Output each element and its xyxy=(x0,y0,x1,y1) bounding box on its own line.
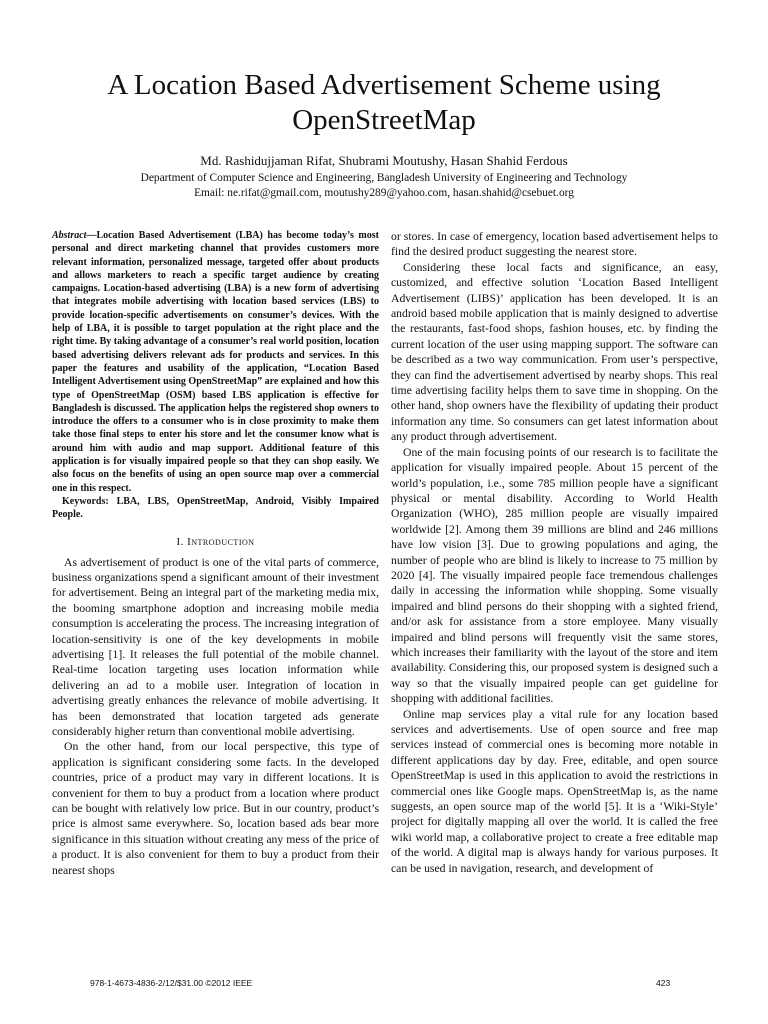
footer-page-number: 423 xyxy=(656,978,671,988)
keywords: Keywords: LBA, LBS, OpenStreetMap, Android, Visibly Impaired People. xyxy=(52,495,379,521)
affiliation: Department of Computer Science and Engineering, Bangladesh University of Engineering and Technology xyxy=(140,172,628,184)
author-list: Md. Rashidujjaman Rifat, Shubrami Moutushy, Hasan Shahid Ferdous xyxy=(200,153,568,168)
intro-paragraph-2: On the other hand, from our local perspective, this type of application is significant considering some facts. In the developed countries, price of a product may vary in different locations. It is convenient for them to buy a product from a location where product can be bought with relatively low price. But in our country, product’s price is almost same everywhere. So, location based ads bear more significance in this situation without creating any mess of the price of a product. It is also convenient for them to buy a product from their nearest shops xyxy=(52,740,379,877)
left-column xyxy=(52,229,379,878)
section-heading-introduction: I. Introduction xyxy=(176,535,255,548)
paper-title xyxy=(40,68,728,138)
abstract-label: Abstract xyxy=(52,230,87,241)
abstract-text: —Location Based Advertisement (LBA) has become today’s most personal and direct marketing channel that provides customers more relevant information, personalized message, targeted offer about products and allows marketers to reach a specific target audience by creating campaigns. Location-based advertising (LBA) is a new form of advertising that integrates mobile advertising with location based services (LBS) to provide location-specific advertisements on consumer’s devices. With the help of LBA, it is possible to target population at the right place and the right time. By taking advantage of a consumer’s real world position, location based advertising delivers relevant ads for products and services. In this paper the features and usability of the application, “Location Based Intelligent Advertisement using OpenStreetMap” are explained and how this type of OpenStreetMap (OSM) based LBS application is effective for Bangladesh is discussed. The application helps the registered shop owners to introduce the offers to a consumer who is in close proximity to make them take those final steps to enter his store and let the consumer know what is around him with audio and map support. Additional feature of this application is for visually impaired people so that they can shop easily. We also focus on the benefits of using an open source map over a commercial one in this respect. xyxy=(52,230,379,494)
intro-paragraph-3: Considering these local facts and significance, an easy, customized, and effective solution ‘Location Based Intelligent Advertisement (LIBS)’ application has been developed. It is an android based mobile application that is mainly designed to advertise the restaurants, fast-food shops, fashion houses, etc. by finding the current location of the user using mapping support. The software can be described as a two way communication. From user’s perspective, they can find the advertisement advertised by nearby shops. This real time advertising facility helps them to save time in shopping. On the other hand, shop owners have the flexibility of updating their product information any time. So consumers can get latest information about any product through advertisement. xyxy=(391,260,718,444)
abstract xyxy=(52,229,379,495)
right-column xyxy=(391,229,718,876)
intro-paragraph-5: Online map services play a vital rule for any location based services and advertisements. Use of open source and free map services instead of commercial ones is becoming more notable in different applications day by day. Free, editable, and open source OpenStreetMap is used in this application to avoid the restrictions in commercial ones like Google maps. OpenStreetMap is, as the name suggests, an open source map of the world [5]. It is a ‘Wiki-Style’ project for digitally mapping all over the world. It is called the free wiki world map, a collaborative project to create a free editable map of the world. A digital map is always handy for various purposes. It can be used in navigation, research, and development of xyxy=(391,707,718,875)
footer-isbn: 978-1-4673-4836-2/12/$31.00 ©2012 IEEE xyxy=(90,978,253,988)
title-line-2: OpenStreetMap xyxy=(292,104,476,136)
title-line-1: A Location Based Advertisement Scheme using xyxy=(107,69,661,101)
intro-paragraph-2-continued: or stores. In case of emergency, location based advertisement helps to find the desired product suggesting the nearest store. xyxy=(391,230,718,259)
intro-paragraph-4: One of the main focusing points of our research is to facilitate the application for visually impaired people. About 15 percent of the world’s population, i.e., some 785 million people have a significant physical or mental disability. According to World Health Organization (WHO), 285 million people are visually impaired worldwide [2]. Among them 39 millions are blind and 246 millions have low vision [3]. Due to growing populations and aging, the number of people who are blind is likely to increase to 75 million by 2020 [4]. The visually impaired people face tremendous challenges daily in accessing the information while shopping. Some visually impaired and blind persons do their shopping with a sighted friend, and/or ask for assistance from a store employee. Many visually impaired and blind persons will frequently visit the same stores, which increases their familiarity with the layout of the store and item availability. Considering this, our proposed system is designed such a way so that the visually impaired people can get guideline for shopping with additional facilities. xyxy=(391,445,718,706)
email-line: Email: ne.rifat@gmail.com, moutushy289@yahoo.com, hasan.shahid@csebuet.org xyxy=(194,187,574,199)
intro-paragraph-1: As advertisement of product is one of the vital parts of commerce, business organizations spend a significant amount of their investment for advertisement. Being an integral part of the marketing media mix, the booming smartphone adoption and increasing mobile media consumption is accelerating the process. The increasing integration of location-sensitivity is one of the key developments in mobile advertising [1]. It releases the full potential of the mobile channel. Real-time location targeting uses location information while delivering an ad to a mobile user. Integration of location in advertising greatly enhances the relevance of mobile advertising. It has been demonstrated that location targeted ads generate considerably higher return than conventional mobile advertising. xyxy=(52,555,379,738)
